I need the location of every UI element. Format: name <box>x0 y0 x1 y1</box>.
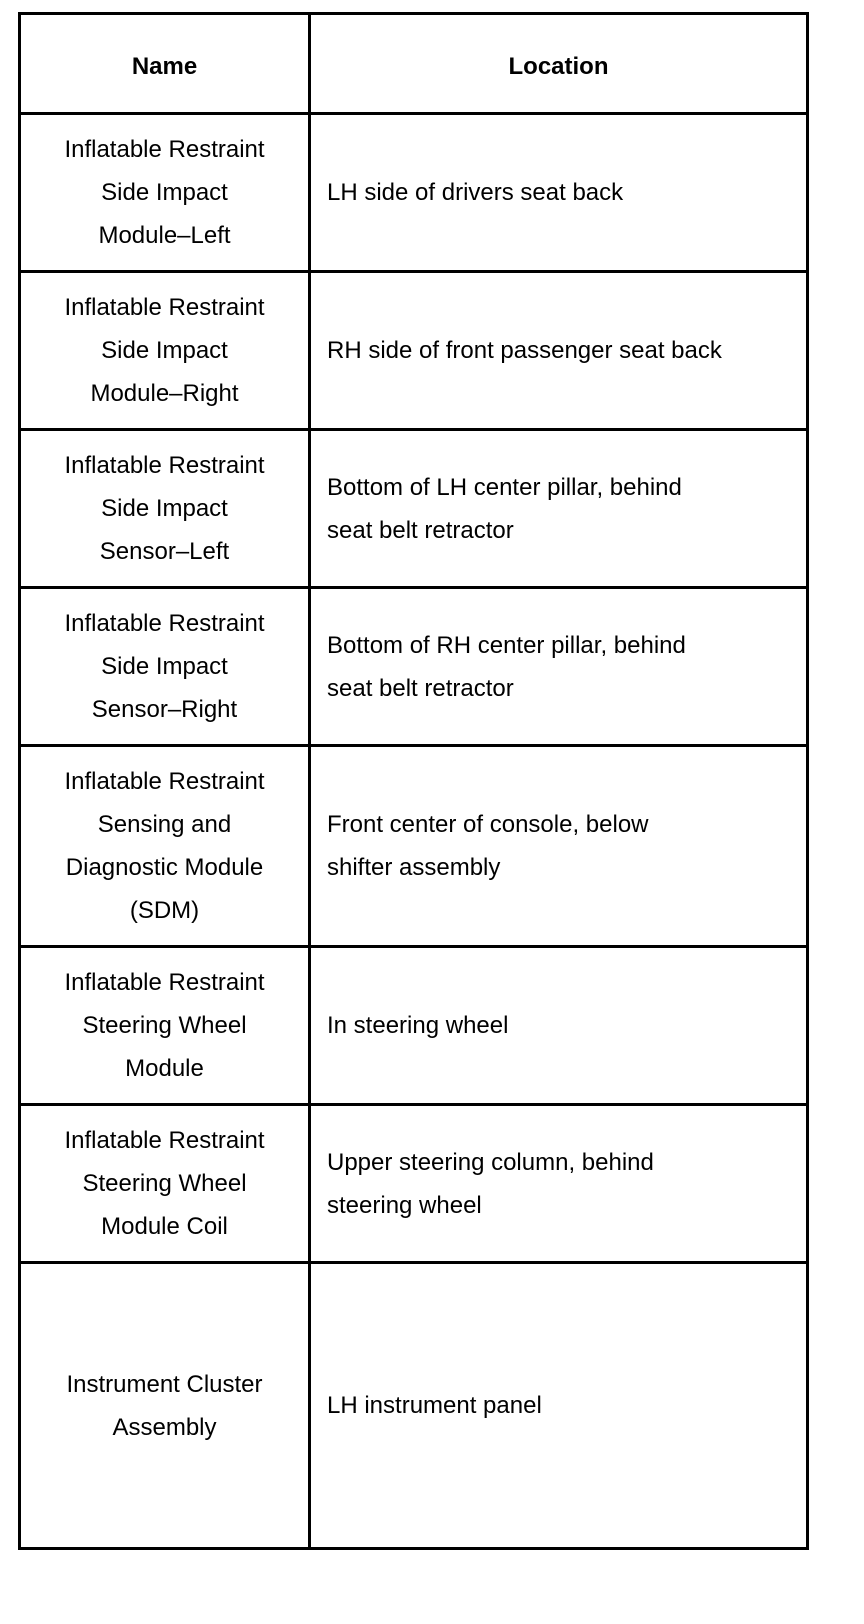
column-header-location: Location <box>310 14 808 114</box>
table-header-row <box>20 14 808 114</box>
column-header-name: Name <box>20 14 310 114</box>
name-cell: Inflatable Restraint Side Impact Sensor–Right <box>20 588 310 746</box>
location-cell: In steering wheel <box>310 947 808 1105</box>
table-row <box>20 947 808 1105</box>
component-location-table <box>18 12 809 1550</box>
table-row <box>20 1263 808 1549</box>
location-cell: Front center of console, below shifter assembly <box>310 746 808 947</box>
name-cell: Inflatable Restraint Side Impact Module–Right <box>20 272 310 430</box>
table-row <box>20 430 808 588</box>
table-row <box>20 114 808 272</box>
name-cell: Instrument Cluster Assembly <box>20 1263 310 1549</box>
location-cell: Bottom of RH center pillar, behind seat belt retractor <box>310 588 808 746</box>
location-cell: Upper steering column, behind steering wheel <box>310 1105 808 1263</box>
table-row <box>20 1105 808 1263</box>
name-cell: Inflatable Restraint Side Impact Sensor–Left <box>20 430 310 588</box>
name-cell: Inflatable Restraint Steering Wheel Module <box>20 947 310 1105</box>
location-cell: RH side of front passenger seat back <box>310 272 808 430</box>
location-cell: LH side of drivers seat back <box>310 114 808 272</box>
location-cell: Bottom of LH center pillar, behind seat belt retractor <box>310 430 808 588</box>
table-row <box>20 272 808 430</box>
table-row <box>20 746 808 947</box>
table-row <box>20 588 808 746</box>
name-cell: Inflatable Restraint Steering Wheel Module Coil <box>20 1105 310 1263</box>
location-cell: LH instrument panel <box>310 1263 808 1549</box>
component-location-table-wrapper <box>18 12 806 1550</box>
name-cell: Inflatable Restraint Side Impact Module–Left <box>20 114 310 272</box>
name-cell: Inflatable Restraint Sensing and Diagnostic Module (SDM) <box>20 746 310 947</box>
